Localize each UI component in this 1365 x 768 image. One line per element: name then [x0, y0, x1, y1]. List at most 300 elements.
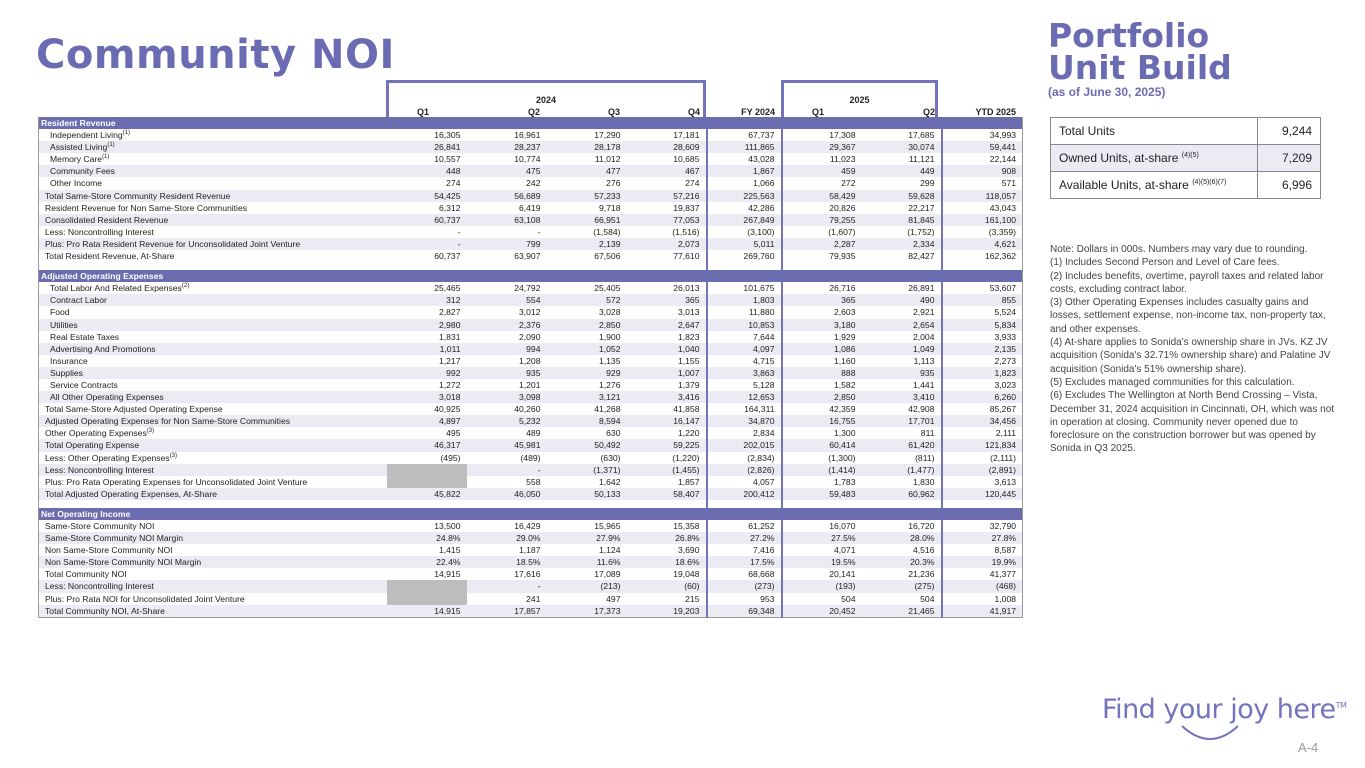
row-label — [39, 367, 387, 379]
tagline-tm: TM — [1335, 701, 1347, 710]
value-cell: 3,018 — [387, 391, 467, 403]
value-cell: 7,416 — [707, 544, 782, 556]
value-cell: 274 — [685, 178, 700, 189]
row-label — [39, 214, 387, 226]
value-cell: 16,755 — [782, 415, 862, 427]
value-cell: (2,891) — [942, 464, 1023, 476]
value-cell: 17,857 — [467, 605, 547, 618]
value-cell: (1,371) — [547, 464, 627, 476]
value-cell: 1,783 — [782, 476, 862, 488]
value-cell: 17,290 — [594, 130, 621, 141]
spacer-cell — [862, 500, 942, 508]
value-cell: (495) — [440, 452, 461, 463]
value-cell: 26,716 — [782, 282, 862, 294]
spacer-cell — [467, 500, 547, 508]
footnote: (2) Includes benefits, overtime, payroll taxes and related labor costs, excluding contract labor. — [1050, 270, 1324, 295]
value-cell: 111,865 — [707, 141, 782, 153]
value-cell: 61,252 — [707, 520, 782, 532]
value-cell: 26,013 — [673, 283, 700, 294]
value-cell: 467 — [627, 165, 707, 177]
value-cell: 3,012 — [518, 307, 541, 318]
value-cell: 20,141 — [782, 568, 862, 580]
table-row — [39, 391, 1023, 403]
row-label — [39, 544, 387, 556]
row-label-text: Same-Store Community NOI Margin — [45, 533, 184, 544]
value-cell: 953 — [707, 593, 782, 605]
value-cell: 50,492 — [547, 439, 627, 451]
unit-value: 6,996 — [1258, 172, 1321, 199]
row-label-text: Total Labor And Related Expenses — [50, 283, 182, 294]
section-header-row — [39, 270, 1023, 282]
table-row — [39, 214, 1023, 226]
value-cell: 42,359 — [782, 403, 862, 415]
row-label-text: Consolidated Resident Revenue — [45, 214, 169, 225]
value-cell: 59,225 — [627, 439, 707, 451]
row-label — [39, 520, 387, 532]
spacer-cell — [782, 262, 862, 270]
column-header: Q3 — [607, 107, 620, 117]
value-cell: 32,790 — [942, 520, 1023, 532]
tagline — [1102, 694, 1346, 725]
value-cell: 17,373 — [547, 605, 627, 618]
column-header: Q2 — [922, 107, 935, 117]
value-cell: 1,201 — [518, 379, 541, 390]
value-cell: 161,100 — [942, 214, 1023, 226]
value-cell: 16,147 — [627, 415, 707, 427]
value-cell: 12,653 — [707, 391, 782, 403]
row-label — [39, 331, 387, 343]
unit-row — [1051, 172, 1321, 199]
table-row — [39, 153, 1023, 165]
unit-label — [1051, 145, 1258, 172]
value-cell: 908 — [942, 165, 1023, 177]
value-cell: 365 — [782, 294, 862, 306]
row-label — [39, 153, 387, 165]
value-cell: 22,144 — [942, 153, 1023, 165]
row-label — [39, 556, 387, 568]
value-cell: - — [537, 226, 541, 237]
value-cell: 11,012 — [594, 154, 621, 165]
row-label — [39, 403, 387, 415]
value-cell: 30,074 — [862, 141, 942, 153]
value-cell: 3,410 — [862, 391, 942, 403]
table-row — [39, 488, 1023, 500]
footnote-ref: (4)(5) — [1181, 152, 1199, 159]
page-title: Community NOI — [36, 32, 395, 78]
value-cell: 27.2% — [707, 532, 782, 544]
value-cell: 26.8% — [627, 532, 707, 544]
value-cell: 13,500 — [434, 521, 461, 531]
unit-value: 9,244 — [1258, 118, 1321, 145]
value-cell: 60,414 — [782, 439, 862, 451]
value-cell: 2,111 — [942, 427, 1023, 439]
value-cell: 1,011 — [387, 343, 467, 355]
portfolio-title-line2: Unit Build — [1048, 48, 1232, 87]
value-cell: (489) — [520, 452, 541, 463]
row-label-text: Non Same-Store Community NOI Margin — [45, 557, 202, 568]
spacer-cell — [387, 500, 467, 508]
unit-row — [1051, 145, 1321, 172]
value-cell: 2,376 — [467, 319, 547, 331]
row-label — [39, 129, 387, 141]
value-cell: 449 — [862, 165, 942, 177]
table-row — [39, 593, 1023, 605]
unit-value: 7,209 — [1258, 145, 1321, 172]
value-cell: 1,830 — [862, 476, 942, 488]
value-cell: 935 — [862, 367, 942, 379]
value-cell: 489 — [526, 428, 541, 439]
value-cell: 28.0% — [862, 532, 942, 544]
value-cell: (1,300) — [782, 452, 862, 464]
table-row — [39, 306, 1023, 318]
value-cell: 34,870 — [707, 415, 782, 427]
value-cell: 1,823 — [942, 367, 1023, 379]
value-cell: (213) — [547, 580, 627, 592]
value-cell: 11,121 — [862, 153, 942, 165]
value-cell — [387, 464, 467, 476]
value-cell: 3,180 — [782, 319, 862, 331]
value-cell: 50,133 — [547, 488, 627, 500]
value-cell: - — [467, 580, 547, 592]
value-cell: 2,921 — [862, 306, 942, 318]
table-row — [39, 379, 1023, 391]
value-cell: 2,647 — [627, 319, 707, 331]
row-label-text: Supplies — [50, 367, 83, 378]
value-cell: (1,584) — [593, 226, 621, 237]
value-cell: 63,108 — [467, 214, 547, 226]
value-cell: 1,208 — [518, 355, 541, 366]
row-label-text: Less: Noncontrolling Interest — [45, 581, 154, 592]
value-cell: 3,690 — [677, 545, 700, 556]
value-cell: 1,160 — [782, 355, 862, 367]
value-cell: 3,013 — [677, 307, 700, 318]
value-cell: (2,111) — [942, 452, 1023, 464]
column-header: FY 2024 — [741, 107, 775, 117]
unit-label-text: Owned Units, at-share — [1059, 151, 1179, 165]
row-label — [39, 391, 387, 403]
value-cell: 79,935 — [782, 250, 862, 262]
value-cell: 19.9% — [942, 556, 1023, 568]
value-cell: (1,414) — [782, 464, 862, 476]
row-label — [39, 250, 387, 262]
unit-row — [1051, 118, 1321, 145]
value-cell: 1,155 — [677, 355, 700, 366]
row-label-text: Total Same-Store Adjusted Operating Expense — [45, 404, 223, 415]
unit-label — [1051, 118, 1258, 145]
value-cell: 17,685 — [862, 129, 942, 141]
spacer-cell — [862, 262, 942, 270]
value-cell: 46,050 — [467, 488, 547, 500]
spacer-cell — [942, 262, 1023, 270]
row-label — [39, 580, 387, 592]
table-row — [39, 202, 1023, 214]
value-cell: 59,483 — [782, 488, 862, 500]
value-cell: 59,441 — [942, 141, 1023, 153]
row-label — [39, 488, 387, 500]
value-cell: 26,841 — [387, 141, 467, 153]
value-cell: 1,272 — [438, 379, 461, 390]
value-cell: 2,654 — [862, 319, 942, 331]
row-label — [39, 415, 387, 427]
footnote: (3) Other Operating Expenses includes casualty gains and losses, settlement expense, non-income tax, non-property tax, and other expenses. — [1050, 297, 1326, 335]
value-cell: 3,121 — [547, 391, 627, 403]
value-cell: 4,897 — [387, 415, 467, 427]
value-cell: 365 — [627, 294, 707, 306]
value-cell: 1,007 — [627, 367, 707, 379]
row-label — [39, 226, 387, 238]
value-cell: 6,260 — [942, 391, 1023, 403]
column-header: Q4 — [687, 107, 700, 117]
value-cell: 200,412 — [707, 488, 782, 500]
value-cell: 19,203 — [627, 605, 707, 618]
value-cell: 28,237 — [467, 141, 547, 153]
value-cell: 16,070 — [782, 520, 862, 532]
value-cell: 935 — [467, 367, 547, 379]
year-2025-label: 2025 — [849, 95, 870, 105]
value-cell: (60) — [627, 580, 707, 592]
row-label-text: Utilities — [50, 319, 78, 330]
row-label-text: Total Adjusted Operating Expenses, At-Share — [45, 488, 217, 499]
row-label-text: Other Operating Expenses — [45, 428, 147, 439]
row-label — [39, 282, 387, 294]
value-cell: 2,273 — [942, 355, 1023, 367]
row-label-text: Memory Care — [50, 154, 103, 165]
row-label — [39, 464, 387, 476]
value-cell: 28,178 — [547, 141, 627, 153]
value-cell: 1,823 — [677, 331, 700, 342]
spacer-cell — [547, 500, 627, 508]
year-2024-label: 2024 — [535, 95, 557, 105]
value-cell: 1,379 — [677, 379, 700, 390]
row-label — [39, 593, 387, 605]
value-cell: 77,610 — [673, 251, 700, 262]
value-cell: 459 — [782, 165, 862, 177]
value-cell: (811) — [862, 452, 942, 464]
footnote: Note: Dollars in 000s. Numbers may vary due to rounding. — [1050, 244, 1308, 255]
value-cell: 27.9% — [547, 532, 627, 544]
value-cell: 1,187 — [518, 545, 541, 556]
value-cell: 1,113 — [862, 355, 942, 367]
footnote-ref: (1) — [102, 154, 110, 161]
spacer-cell — [627, 262, 707, 270]
row-label-text: Total Same-Store Community Resident Revenue — [45, 190, 231, 201]
value-cell: 3,416 — [627, 391, 707, 403]
value-cell: 82,427 — [862, 250, 942, 262]
value-cell: 67,506 — [594, 251, 621, 262]
value-cell: 42,286 — [707, 202, 782, 214]
value-cell: 61,420 — [862, 439, 942, 451]
value-cell: 1,857 — [677, 476, 700, 487]
value-cell: 15,358 — [673, 521, 700, 531]
row-label-text: Plus: Pro Rata Operating Expenses for Unconsolidated Joint Venture — [45, 476, 308, 487]
value-cell: 299 — [862, 177, 942, 189]
value-cell: 267,849 — [707, 214, 782, 226]
value-cell: 799 — [467, 238, 547, 250]
value-cell: 1,040 — [627, 343, 707, 355]
value-cell: 11,880 — [707, 306, 782, 318]
value-cell: 269,760 — [707, 250, 782, 262]
value-cell: 1,008 — [942, 593, 1023, 605]
table-row — [39, 331, 1023, 343]
value-cell: 27.8% — [942, 532, 1023, 544]
value-cell: 21,465 — [862, 605, 942, 618]
row-label — [39, 568, 387, 580]
row-label — [39, 177, 387, 189]
value-cell: 992 — [387, 367, 467, 379]
spacer-cell — [467, 262, 547, 270]
row-label — [39, 141, 387, 153]
row-label-text: Total Resident Revenue, At-Share — [45, 251, 175, 262]
row-label-text: Adjusted Operating Expenses for Non Same-Store Communities — [45, 416, 291, 427]
value-cell: 2,135 — [942, 343, 1023, 355]
value-cell: - — [467, 464, 547, 476]
row-label-text: Advertising And Promotions — [50, 343, 156, 354]
table-row — [39, 355, 1023, 367]
value-cell: 3,933 — [942, 331, 1023, 343]
value-cell: (1,752) — [862, 226, 942, 238]
value-cell: 1,066 — [707, 177, 782, 189]
column-header: Q1 — [811, 107, 824, 117]
value-cell: 57,233 — [547, 190, 627, 202]
row-label-text: Same-Store Community NOI — [45, 521, 155, 531]
value-cell: 24.8% — [387, 532, 467, 544]
value-cell: 18.6% — [627, 556, 707, 568]
value-cell: (2,834) — [707, 452, 782, 464]
value-cell: 28,609 — [627, 141, 707, 153]
value-cell: 16,961 — [514, 130, 541, 141]
value-cell: 14,915 — [434, 569, 461, 580]
table-row — [39, 544, 1023, 556]
value-cell: 56,689 — [467, 190, 547, 202]
footnote: (6) Excludes The Wellington at North Bend Crossing – Vista, December 31, 2024 acquisition in Cincinnati, OH, which was not in operation at closing. Community never opened due to foreclosure on the construction borrower but was opened by Sonida in Q3 2025. — [1050, 390, 1335, 455]
section-header-row — [39, 508, 1023, 520]
column-header: Q1 — [416, 107, 429, 117]
value-cell: 242 — [526, 178, 541, 189]
value-cell: 69,348 — [707, 605, 782, 618]
footnote: (4) At-share applies to Sonida's ownership share in JVs. KZ JV acquisition (Sonida's 32.71% ownership share) and Palatine JV acquisition (Sonida's 51% ownership share). — [1050, 337, 1331, 375]
value-cell: 17,181 — [673, 130, 700, 141]
value-cell: 202,015 — [707, 439, 782, 451]
value-cell: 29,367 — [782, 141, 862, 153]
row-label — [39, 238, 387, 250]
table-row — [39, 520, 1023, 532]
table-row — [39, 427, 1023, 439]
value-cell: 19,048 — [673, 569, 700, 580]
table-row — [39, 403, 1023, 415]
column-header: Q2 — [527, 107, 540, 117]
value-cell: 60,737 — [434, 251, 461, 262]
row-label-text: Total Operating Expense — [45, 440, 140, 451]
value-cell: 21,236 — [862, 568, 942, 580]
value-cell: 1,220 — [677, 428, 700, 439]
value-cell: 1,217 — [438, 355, 461, 366]
row-label-text: Food — [50, 307, 70, 318]
value-cell: 14,915 — [387, 605, 467, 618]
footnote-ref: (3) — [146, 428, 155, 435]
row-label-text: Less: Other Operating Expenses — [45, 452, 170, 463]
value-cell: 1,049 — [862, 343, 942, 355]
value-cell: 504 — [862, 593, 942, 605]
value-cell: 4,097 — [707, 343, 782, 355]
value-cell: 1,124 — [598, 545, 621, 556]
row-label-text: Less: Noncontrolling Interest — [45, 464, 154, 475]
value-cell: 16,305 — [434, 130, 461, 141]
value-cell: (3,100) — [707, 226, 782, 238]
value-cell: 27.5% — [782, 532, 862, 544]
value-cell: 1,135 — [598, 355, 621, 366]
table-row — [39, 343, 1023, 355]
row-label — [39, 452, 387, 464]
value-cell: 25,465 — [434, 283, 461, 294]
row-label-text: All Other Operating Expenses — [50, 392, 164, 403]
unit-build-table — [1050, 117, 1321, 199]
table-row — [39, 141, 1023, 153]
value-cell: 5,128 — [707, 379, 782, 391]
footnote-ref: (1) — [122, 130, 130, 137]
value-cell: 29.0% — [467, 532, 547, 544]
value-cell: 63,907 — [514, 251, 541, 262]
value-cell: 3,028 — [598, 307, 621, 318]
value-cell: 571 — [942, 177, 1023, 189]
footnote: (1) Includes Second Person and Level of Care fees. — [1050, 257, 1280, 269]
value-cell: 7,644 — [707, 331, 782, 343]
table-row — [39, 190, 1023, 202]
portfolio-subtitle: (as of June 30, 2025) — [1048, 85, 1166, 99]
spacer-cell — [627, 500, 707, 508]
value-cell: 40,260 — [514, 404, 541, 415]
value-cell — [387, 580, 467, 592]
table-row — [39, 294, 1023, 306]
value-cell: 22,217 — [862, 202, 942, 214]
value-cell: 312 — [387, 294, 467, 306]
value-cell: 8,587 — [942, 544, 1023, 556]
row-label-text: Resident Revenue for Non Same-Store Communities — [45, 202, 248, 213]
table-row — [39, 226, 1023, 238]
row-label — [39, 343, 387, 355]
value-cell: 1,276 — [598, 379, 621, 390]
value-cell: (1,607) — [782, 226, 862, 238]
value-cell: 17,701 — [862, 415, 942, 427]
value-cell: 2,004 — [862, 331, 942, 343]
value-cell: 1,929 — [782, 331, 862, 343]
value-cell: 20,826 — [782, 202, 862, 214]
value-cell: 25,405 — [594, 283, 621, 294]
value-cell: 1,300 — [782, 427, 862, 439]
table-row — [39, 129, 1023, 141]
footnote-ref: (2) — [181, 283, 190, 290]
table-row — [39, 464, 1023, 476]
footnote-ref: (4)(5)(6)(7) — [1192, 179, 1227, 186]
row-label-text: Plus: Pro Rata NOI for Unconsolidated Joint Venture — [45, 593, 245, 604]
row-label — [39, 427, 387, 439]
value-cell: 68,668 — [707, 568, 782, 580]
table-row — [39, 532, 1023, 544]
value-cell: 85,267 — [942, 403, 1023, 415]
value-cell: 17.5% — [707, 556, 782, 568]
spacer-cell — [39, 500, 387, 508]
value-cell: 2,850 — [547, 319, 627, 331]
value-cell: 554 — [467, 294, 547, 306]
value-cell: 4,071 — [782, 544, 862, 556]
value-cell: 558 — [526, 476, 541, 487]
value-cell: 41,917 — [942, 605, 1023, 618]
value-cell: 45,822 — [387, 488, 467, 500]
row-label-text: Community Fees — [50, 166, 115, 177]
value-cell: 504 — [782, 593, 862, 605]
value-cell: (1,516) — [672, 226, 700, 237]
row-label-text: Service Contracts — [50, 379, 118, 390]
value-cell: 5,011 — [707, 238, 782, 250]
